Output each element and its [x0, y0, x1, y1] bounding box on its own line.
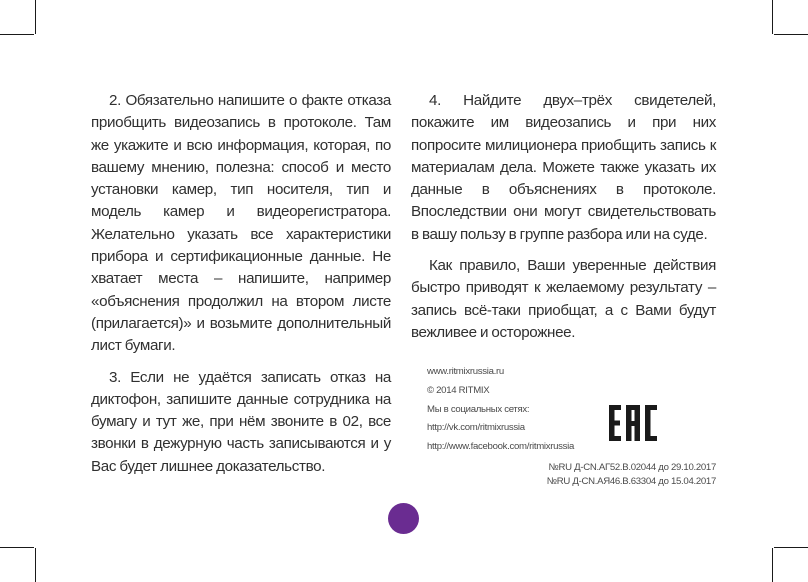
website-link[interactable]: www.ritmixrussia.ru: [427, 366, 504, 377]
right-text-column: [411, 90, 716, 353]
crop-mark-bottom-left-v: [35, 548, 36, 582]
paragraph-3: 3. Если не удаётся записать отказ на диктофон, запишите данные сотрудника на бумагу и тут же, при нём звоните в 02, все звонки в дежурную часть записываются и у Вас будет лишнее доказательство.: [91, 368, 391, 475]
crop-mark-bottom-left-h: [0, 547, 34, 548]
eac-logo-icon: [607, 403, 659, 443]
social-label: Мы в социальных сетях:: [427, 403, 530, 415]
paragraph-conclusion: Как правило, Ваши уверенные действия быстро приводят к желаемому результату – запись всё-таки приобщат, а с Вами будут вежливее и осторожнее.: [411, 257, 716, 341]
vk-link[interactable]: http://vk.com/ritmixrussia: [427, 422, 525, 434]
page-marker-dot: [388, 503, 419, 534]
facebook-link[interactable]: http://www.facebook.com/ritmixrussia: [427, 441, 575, 453]
paragraph-2: 2. Обязательно напишите о факте отказа приобщить видеозапись в протоколе. Там же укажите и всю информация, которая, по вашему мнению, полезна: способ и место установки камер, тип носителя, тип и модель камер и видеорегистратора. Желательно указать все характеристики прибора и сертификационные данные. Не хватает места – напишите, например «объяснения продолжил на втором листе (прилагается)» и возьмите дополнительный лист бумаги.: [91, 92, 391, 355]
certificate-2: №RU Д-CN.АЯ46.В.63304 до 15.04.2017: [546, 476, 716, 488]
crop-mark-top-right-v: [772, 0, 773, 34]
crop-mark-top-left-h: [0, 34, 34, 35]
crop-mark-top-left-v: [35, 0, 36, 34]
copyright-text: © 2014 RITMIX: [427, 384, 490, 396]
certificate-1: №RU Д-CN.АГ52.В.02044 до 29.10.2017: [548, 462, 716, 473]
left-text-column: [91, 90, 391, 487]
paragraph-4: 4. Найдите двух–трёх свидетелей, покажите им видеозапись и при них попросите милиционера приобщить запись к материалам дела. Можете также указать их данные в объяснениях в протоколе. Впоследствии они могут свидетельствовать в вашу пользу в группе разбора или на суде.: [411, 92, 716, 243]
crop-mark-bottom-right-v: [772, 548, 773, 582]
certificates: [547, 461, 716, 489]
crop-mark-bottom-right-h: [774, 547, 808, 548]
crop-mark-top-right-h: [774, 34, 808, 35]
contact-info: [427, 363, 574, 457]
